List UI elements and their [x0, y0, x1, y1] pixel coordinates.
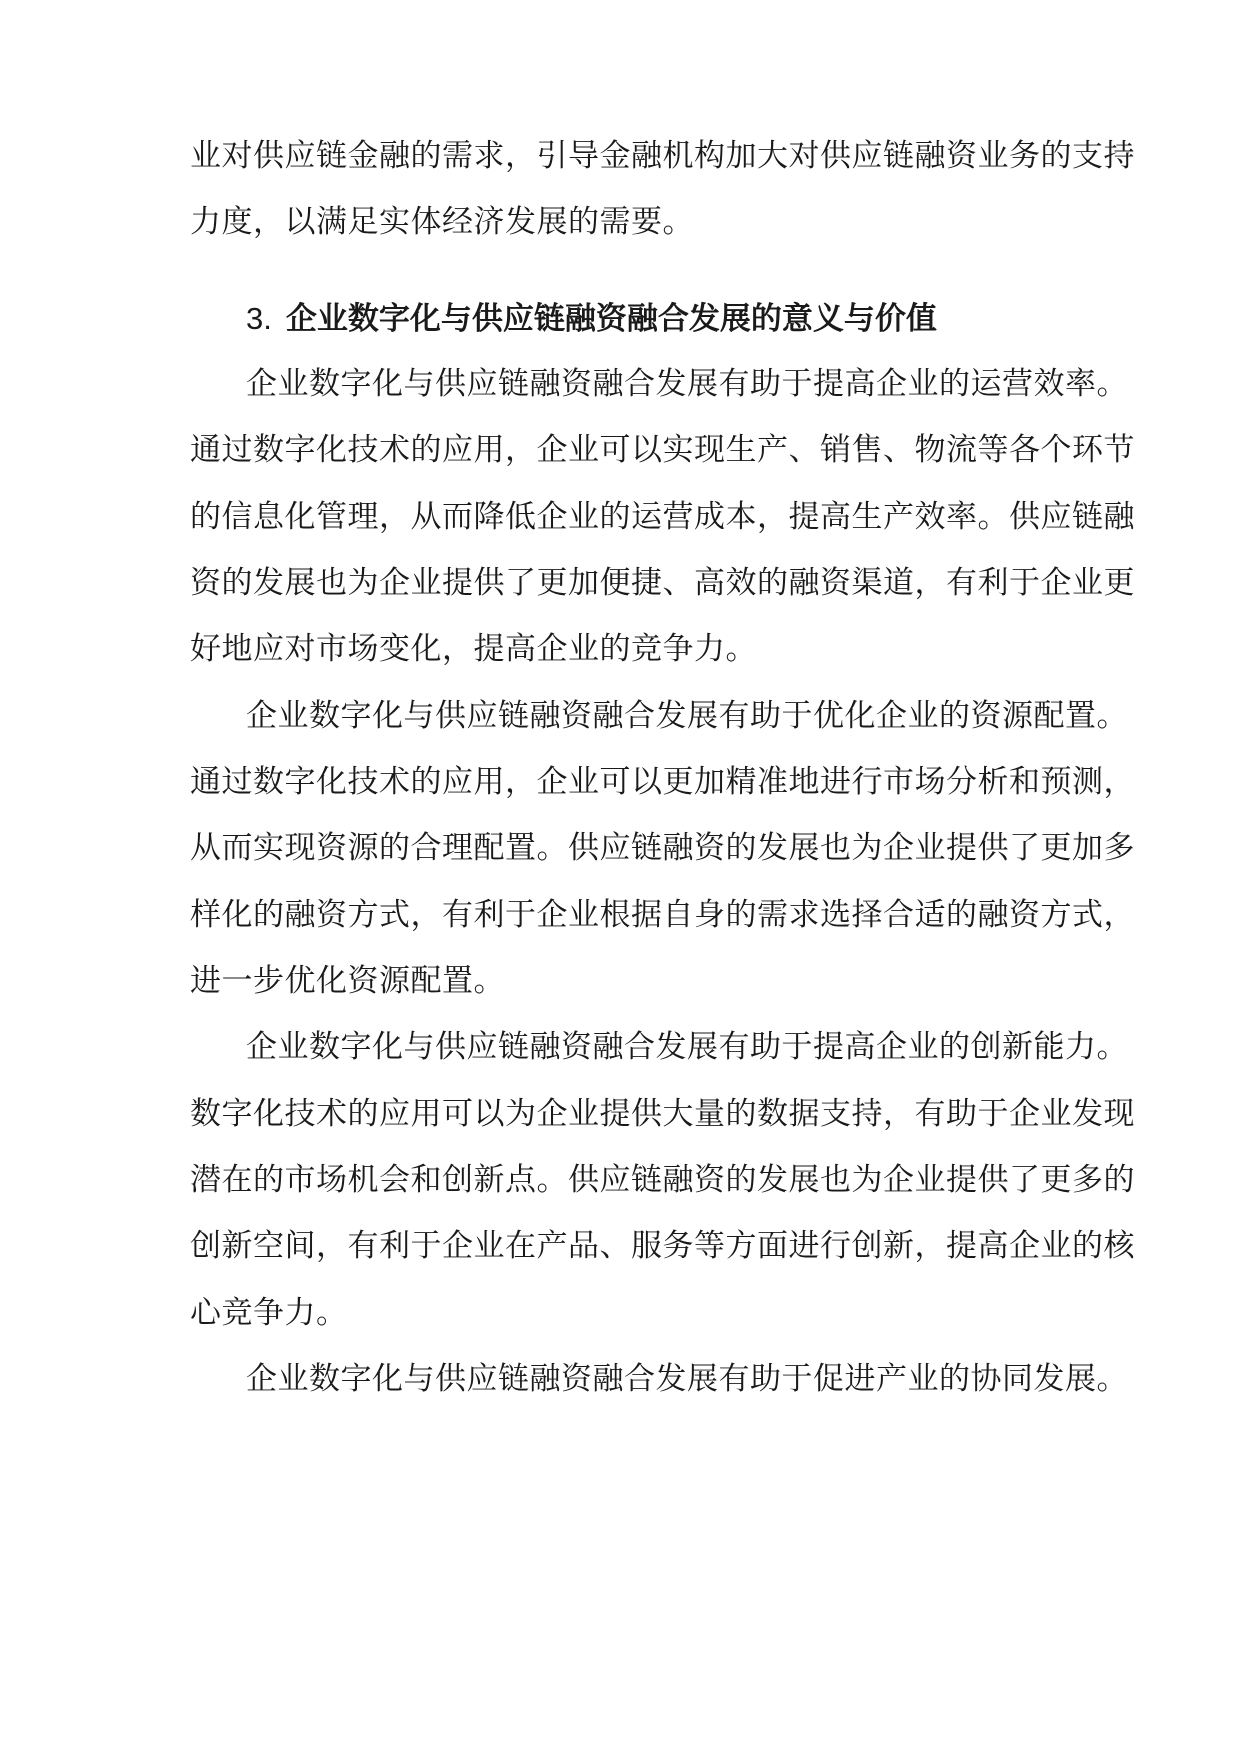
text-line: 从而实现资源的合理配置。供应链融资的发展也为企业提供了更加多 — [190, 830, 1135, 866]
text-line: 的信息化管理，从而降低企业的运营成本，提高生产效率。供应链融 — [190, 499, 1135, 535]
text-line: 创新空间，有利于企业在产品、服务等方面进行创新，提高企业的核 — [190, 1228, 1135, 1264]
text-line: 通过数字化技术的应用，企业可以更加精准地进行市场分析和预测， — [190, 764, 1135, 800]
section-heading — [246, 297, 1066, 341]
text-line: 样化的融资方式，有利于企业根据自身的需求选择合适的融资方式， — [190, 897, 1135, 933]
text-line: 通过数字化技术的应用，企业可以实现生产、销售、物流等各个环节 — [190, 432, 1135, 468]
text-line: 心竞争力。 — [190, 1295, 348, 1331]
text-line: 企业数字化与供应链融资融合发展有助于提高企业的创新能力。 — [246, 1029, 1128, 1065]
text-line: 企业数字化与供应链融资融合发展有助于优化企业的资源配置。 — [246, 698, 1128, 734]
text-line: 潜在的市场机会和创新点。供应链融资的发展也为企业提供了更多的 — [190, 1162, 1135, 1198]
text-line: 力度，以满足实体经济发展的需要。 — [190, 204, 694, 240]
text-line: 好地应对市场变化，提高企业的竞争力。 — [190, 631, 757, 667]
text-line: 进一步优化资源配置。 — [190, 963, 505, 999]
text-line: 数字化技术的应用可以为企业提供大量的数据支持，有助于企业发现 — [190, 1096, 1135, 1132]
text-line: 资的发展也为企业提供了更加便捷、高效的融资渠道，有利于企业更 — [190, 565, 1135, 601]
text-line: 企业数字化与供应链融资融合发展有助于提高企业的运营效率。 — [246, 366, 1128, 402]
text-line: 企业数字化与供应链融资融合发展有助于促进产业的协同发展。 — [246, 1361, 1128, 1397]
text-line: 业对供应链金融的需求，引导金融机构加大对供应链融资业务的支持 — [190, 138, 1135, 174]
section-title: 企业数字化与供应链融资融合发展的意义与价值 — [285, 301, 937, 337]
section-number: 3. — [246, 301, 272, 336]
